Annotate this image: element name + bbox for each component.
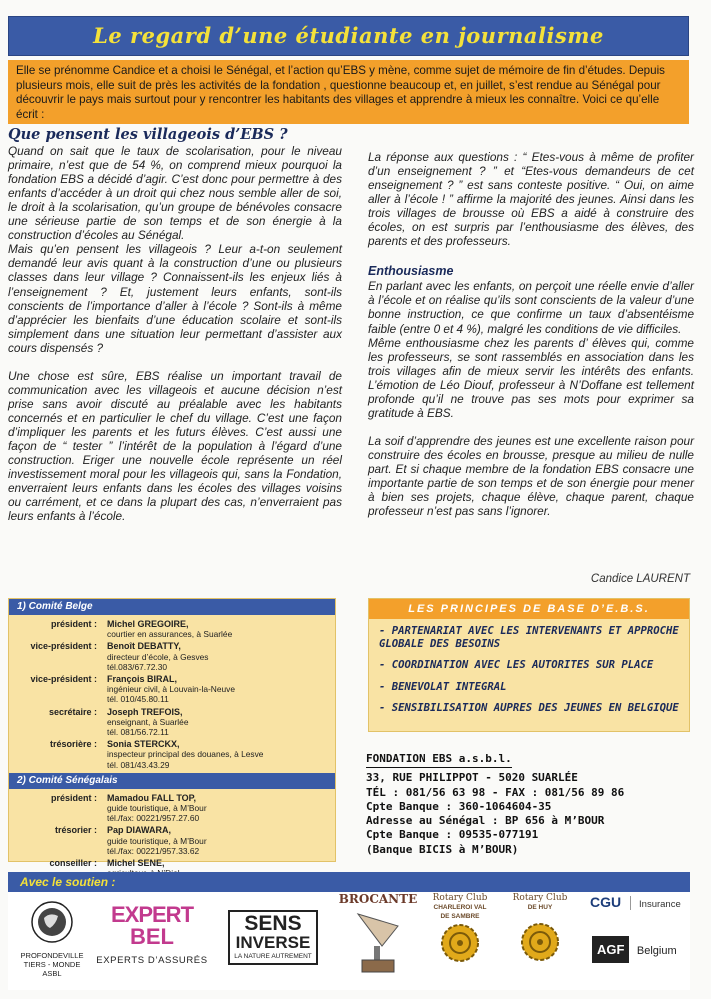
foundation-line: (Banque BICIS à M’BOUR) [366, 842, 519, 856]
inverse-word: INVERSE [235, 933, 311, 952]
member-detail: guide touristique, à M’Bour [107, 835, 207, 846]
foundation-line: TÉL : 081/56 63 98 - FAX : 081/56 89 86 [366, 785, 625, 799]
member-detail: tél./fax: 00221/957.27.60 [107, 813, 200, 824]
principle-item: - SENSIBILISATION AUPRES DES JEUNES EN BELGIQUE [379, 702, 679, 715]
expert-wordmark: EXPERT [110, 902, 194, 927]
rotary-title: Rotary Club [512, 893, 568, 903]
article-right-column [368, 150, 694, 532]
profondeville-text: PROFONDEVILLE TIERS - MONDE ASBL [20, 951, 84, 978]
principle-item: - COORDINATION AVEC LES AUTORITES SUR PLACE [379, 659, 654, 672]
foundation-address [366, 752, 696, 857]
member-name: Benoît DEBATTY, [107, 641, 181, 652]
page-title: Le regard d’une étudiante en journalisme [93, 23, 604, 48]
rotary-huy-logo [510, 894, 570, 967]
member-role: secrétaire : [48, 706, 97, 717]
rotary-wheel-icon [440, 923, 480, 963]
member-name: Michel GREGOIRE, [107, 619, 189, 629]
committee-box [8, 598, 336, 869]
profondeville-logo [12, 900, 92, 978]
principles-box [368, 598, 690, 732]
paragraph: Une chose est sûre, EBS réalise un important travail de communication avec les villageois et aucune décision n’est prise sans avoir discuté au préalable avec les habitants concernés et en particulier le chef du village. C’est une façon d’impliquer les parents et les futurs élèves. C’est aussi une façon de “ tester ” l’intérêt de la population à l’égard d’une construction. Eriger une nouvelle école représente un réel investissement moral pour les villageois qui, sans la Fondation, enverraient leurs enfants dans les écoles des villages voisins ou carrément, et ce dans la plupart des cas, n’enverraient pas leurs enfants à l’école. [8, 368, 342, 524]
member-info [107, 619, 335, 639]
member-name: Pap DIAWARA, [107, 825, 172, 836]
committee-member [9, 738, 335, 771]
principles-title: LES PRINCIPES DE BASE D’E.B.S. [369, 599, 689, 619]
member-role: trésorier : [54, 825, 97, 836]
member-name: Sonia STERCKX, [107, 739, 180, 750]
committee-member [9, 792, 335, 825]
member-info [107, 674, 335, 705]
belgium-word: Belgium [636, 945, 677, 957]
member-role: vice-président : [30, 641, 97, 652]
committee-senegal-list [9, 789, 335, 880]
foundation-line: Adresse au Sénégal : BP 656 à M’BOUR [366, 814, 605, 828]
principles-list [369, 619, 689, 730]
paragraph: Même enthousiasme chez les parents d’ élèves qui, comme les professeurs, se sont rassemblés en association dans les trois villages afin de mieux servir les intérêts des enfants. L’émotion de Léo Diouf, professeur à N’Doffane est tellement profonde qu’il ne trouve pas ses mots pour exprimer sa gratitude à EBS. [368, 335, 694, 420]
member-name: Mamadou FALL TOP, [107, 792, 197, 803]
paragraph: Quand on sait que le taux de scolarisation, pour le niveau primaire, n’est que de 54 %, on comprend mieux pourquoi la fondation EBS a décidé d’agir. C’est donc pour permettre à des enfants d’accéder à un droit qui chez nous semble aller de soi, le droit à la scolarisation, qu’un groupe de bénévoles consacre une sérieuse partie de son temps et de son énergie à la construction d’écoles au Sénégal. [8, 144, 342, 243]
sponsors-band [8, 872, 690, 990]
member-detail: tél./fax: 00221/957.33.62 [107, 845, 200, 856]
subtitle-enthousiasme: Enthousiasme [368, 264, 454, 279]
member-role: trésorière : [49, 739, 97, 750]
experts-caption: EXPERTS D’ASSURÉS [96, 955, 208, 966]
principle-item: - PARTENARIAT AVEC LES INTERVENANTS ET APPROCHE GLOBALE DES BESOINS [379, 625, 679, 650]
section-title: Que pensent les villageois d’EBS ? [8, 126, 288, 143]
insurance-word: Insurance [639, 899, 681, 910]
member-name: François BIRAL, [107, 674, 178, 685]
cgu-divider [630, 896, 631, 910]
intro-box [8, 60, 689, 124]
principle-item: - BENEVOLAT INTEGRAL [379, 680, 507, 693]
title-bar [8, 16, 689, 56]
member-detail: guide touristique, à M’Bour [107, 803, 207, 814]
member-info [107, 793, 335, 824]
member-role: président : [50, 792, 97, 803]
member-role: conseiller : [49, 858, 97, 869]
sens-caption: LA NATURE AUTREMENT [234, 953, 312, 960]
foundation-line: Cpte Banque : 360-1064604-35 [366, 799, 552, 813]
member-info [107, 739, 335, 770]
member-detail: tél. 081/43.43.29 [107, 759, 170, 770]
signature: Candice LAURENT [590, 573, 690, 585]
rotary-wheel-icon [520, 922, 560, 962]
member-name: Michel SENE, [107, 858, 165, 869]
member-detail: inspecteur principal des douanes, à Lesve [107, 749, 264, 760]
rotary-sub: DE HUY [527, 904, 553, 911]
member-role: vice-président : [30, 674, 97, 685]
member-detail: courtier en assurances, à Suarlée [107, 629, 233, 640]
committee-member [9, 618, 335, 640]
intro-text: Elle se prénomme Candice et a choisi le Sénégal, et l’action qu’EBS y mène, comme sujet de mémoire de fin d’études. Depuis plusieurs mois, elle suit de près les activités de la fondation , questionne beaucoup et, en juillet, s’est rendue au Sénégal pour découvrir le pays mais surtout pour y rencontrer les habitants des villages et apprendre à mieux les connaître. Voici ce qu’elle écrit : [16, 64, 665, 121]
member-detail: ingénieur civil, à Louvain-la-Neuve [107, 684, 236, 695]
member-detail: enseignant, à Suarlée [107, 716, 189, 727]
brocante-logo [338, 892, 418, 981]
gramophone-icon [348, 906, 408, 976]
sponsors-logos [8, 892, 690, 990]
foundation-line: 33, RUE PHILIPPOT - 5020 SUARLÉE [366, 771, 578, 785]
bel-wordmark: BEL [130, 924, 174, 949]
paragraph: La réponse aux questions : “ Etes-vous à même de profiter d’un enseignement ? ” et “Etes-vous demandeurs de cet enseignement ? ” est sans conteste positive. “ Oui, on aime aller à l’école ! ” affirme la majorité des jeunes. Ainsi dans les trois villages de brousse où EBS a aidé à construire des écoles, on est surpris par l’enthousiasme des élèves, des parents et des professeurs. [368, 150, 694, 249]
member-detail: tél. 081/56.72.11 [107, 727, 169, 738]
member-detail: tél.083/67.72.30 [107, 661, 168, 672]
member-role: président : [50, 619, 97, 629]
sens-inverse-logo [228, 910, 318, 965]
cgu-logo [590, 894, 686, 912]
committee-member [9, 824, 335, 857]
member-info [107, 707, 335, 738]
member-detail: tél. 010/45.80.11 [107, 694, 169, 705]
paragraph: La soif d’apprendre des jeunes est une excellente raison pour construire des écoles en brousse, presque au milieu de nulle part. Et si chaque membre de la fondation EBS consacre une importante partie de son temps et de son énergie pour mener à bien ses projets, chaque élève, chaque parent, chaque professeur n’est pas sans l’ignorer. [368, 433, 694, 519]
foundation-title: FONDATION EBS a.s.b.l. [366, 752, 512, 768]
committee-member [9, 673, 335, 706]
globe-icon [30, 900, 74, 944]
expertbel-logo [94, 904, 210, 965]
committee-belge-list [9, 615, 335, 771]
cgu-word: CGU [590, 894, 622, 910]
agf-word: AGF [592, 936, 629, 963]
agf-logo [592, 936, 688, 963]
committee-belge-title: 1) Comité Belge [9, 599, 335, 615]
sens-word: SENS [244, 912, 302, 935]
member-detail: directeur d’école, à Gesves [107, 651, 209, 662]
paragraph: Mais qu’en pensent les villageois ? Leur a-t-on seulement demandé leur avis quant à la construction d’une ou plusieurs classes dans leur village ? Connaissent-ils les enjeux liés à l’enseignement ? Et, justement leurs enfants, sont-ils conscients de l’importance d’aller à l’école ? Sont-ils à même d’apprécier les bienfaits d’une éducation scolaire et sont-ils simplement dans une situation leur permettant d’assister aux cours dispensés ? [8, 242, 342, 355]
member-info [107, 825, 335, 856]
committee-member [9, 706, 335, 739]
article-left-column [8, 128, 342, 537]
rotary-title: Rotary Club [432, 893, 488, 903]
paragraph: En parlant avec les enfants, on perçoit une réelle envie d’aller à l’école et on réalise qu’ils sont conscients de la valeur d’une bonne instruction, ce que confirme un taux d’absentéisme faible (entre 0 et 4 %), malgré les conditions de vie difficiles. [368, 279, 694, 336]
rotary-sub: CHARLEROI VAL DE SAMBRE [433, 904, 487, 920]
committee-senegal-title: 2) Comité Sénégalais [9, 773, 335, 789]
committee-member [9, 640, 335, 673]
rotary-charleroi-logo [430, 894, 490, 968]
member-info [107, 641, 335, 672]
brocante-word: BROCANTE [338, 892, 418, 906]
sponsors-label: Avec le soutien : [20, 875, 116, 889]
member-name: Joseph TREFOIS, [107, 706, 183, 717]
foundation-line: Cpte Banque : 09535-077191 [366, 828, 539, 842]
